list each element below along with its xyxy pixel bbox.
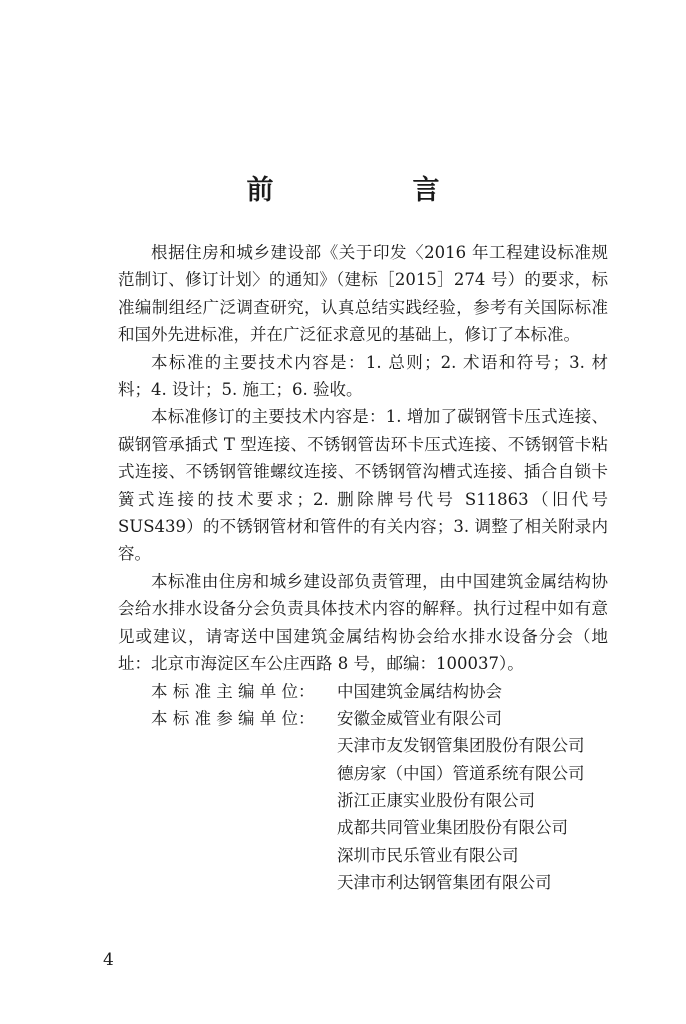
co-editor-row [118,814,608,841]
chief-editor-label: 本 标 准 主 编 单 位： [151,681,315,701]
co-editor-value: 浙江正康实业股份有限公司 [337,791,535,811]
paragraph: 本标准由住房和城乡建设部负责管理，由中国建筑金属结构协会给水排水设备分会负责具体技术内容的解释。执行过程中如有意见或建议，请寄送中国建筑金属结构协会给水排水设备分会（地址：北京市海淀区车公庄西路 8 号，邮编：100037）。 [118,571,608,674]
co-editor-value: 成都共同管业集团股份有限公司 [337,818,568,838]
co-editor-row [118,869,608,896]
co-editor-value: 深圳市民乐管业有限公司 [337,845,519,865]
chief-editor-row [118,678,608,705]
preface-body [118,239,608,897]
paragraph: 本标准修订的主要技术内容是：1. 增加了碳钢管卡压式连接、碳钢管承插式 T 型连接、不锈钢管齿环卡压式连接、不锈钢管卡粘式连接、不锈钢管锥螺纹连接、不锈钢管沟槽式连接、插合自锁卡簧式连接的技术要求；2. 删除牌号代号 S11863（旧代号 SUS439）的不锈钢管材和管件的有关内容；3. 调整了相关附录内容。 [118,407,608,564]
page-number: 4 [103,950,114,970]
co-editor-row [118,842,608,869]
chief-editor-value: 中国建筑金属结构协会 [337,681,502,701]
co-editor-row [118,705,608,732]
page-title: 前 言 [246,175,496,206]
paragraph: 根据住房和城乡建设部《关于印发〈2016 年工程建设标准规范制订、修订计划〉的通知》（建标［2015］274 号）的要求，标准编制组经广泛调查研究，认真总结实践经验，参考有关国际标准和国外先进标准，并在广泛征求意见的基础上，修订了本标准。 [118,243,608,345]
co-editor-row [118,760,608,787]
co-editor-value: 天津市利达钢管集团有限公司 [337,873,552,893]
co-editor-row [118,787,608,814]
paragraph: 本标准的主要技术内容是：1. 总则；2. 术语和符号；3. 材料；4. 设计；5. 施工；6. 验收。 [118,352,608,400]
co-editor-row [118,732,608,759]
co-editor-value: 天津市友发钢管集团股份有限公司 [337,736,585,756]
co-editor-label: 本 标 准 参 编 单 位： [151,708,315,728]
co-editor-value: 安徽金威管业有限公司 [337,708,502,728]
editor-units [118,678,608,897]
co-editor-value: 德房家（中国）管道系统有限公司 [337,763,585,783]
